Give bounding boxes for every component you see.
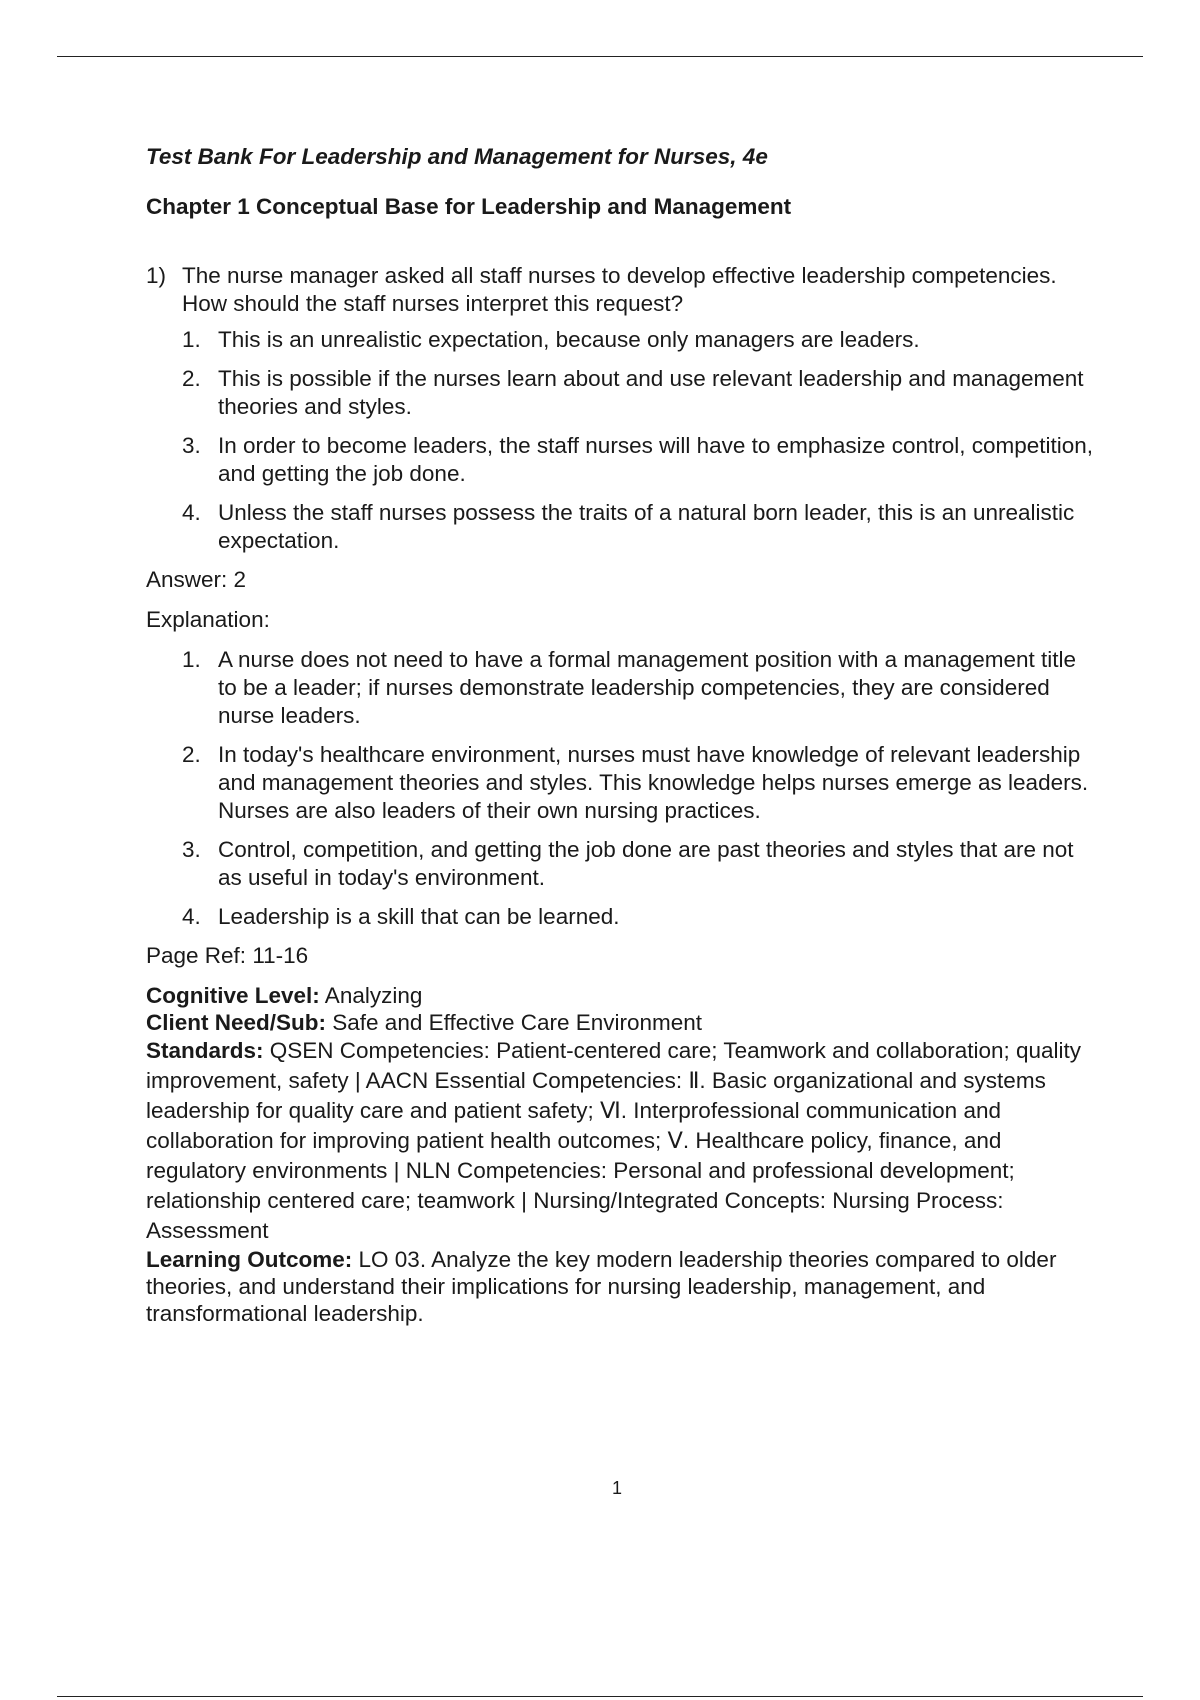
bottom-rule (57, 1696, 1143, 1697)
client-need-value: Safe and Effective Care Environment (326, 1010, 703, 1035)
cognitive-level (146, 982, 1096, 1009)
option-text: In order to become leaders, the staff nurses will have to emphasize control, competition, and getting the job done. (218, 433, 1094, 486)
metadata-block (146, 982, 1096, 1327)
page-ref: Page Ref: 11-16 (146, 943, 309, 968)
option-text: This is possible if the nurses learn about and use relevant leadership and management theories and styles. (218, 366, 1084, 419)
learning-outcome-value: LO 03. Analyze the key modern leadership theories compared to older theories, and understand their implications for nursing leadership, management, and transformational leadership. (146, 1247, 1057, 1326)
document-body (146, 143, 1096, 1327)
option-number: 4. (182, 500, 201, 525)
page-number: 1 (611, 1478, 622, 1498)
question-number: 1) (146, 263, 167, 288)
explanation-text: Leadership is a skill that can be learned. (218, 904, 620, 929)
option-number: 1. (182, 327, 201, 352)
learning-outcome-label: Learning Outcome: (146, 1247, 353, 1272)
standards-value: QSEN Competencies: Patient-centered care; Teamwork and collaboration; quality improvement, safety | AACN Essential Competencies: Ⅱ. Basic organizational and systems leadership for quality care and patient safety; Ⅵ. Interprofessional communication and collaboration for improving patient health outcomes; Ⅴ. Healthcare policy, finance, and regulatory environments | NLN Competencies: Personal and professional development; relationship centered care; teamwork | Nursing/Integrated Concepts: Nursing Process: Assessment (146, 1038, 1082, 1243)
explanation-number: 4. (182, 904, 201, 929)
option-item (182, 432, 1096, 488)
explanation-item (182, 836, 1096, 892)
explanation-item (182, 903, 1096, 931)
explanation-label: Explanation: (146, 607, 270, 632)
cognitive-level-value: Analyzing (319, 983, 423, 1008)
client-need (146, 1009, 1096, 1036)
explanation-text: A nurse does not need to have a formal management position with a management title to be a leader; if nurses demonstrate leadership competencies, they are considered nurse leaders. (218, 647, 1077, 728)
answer: Answer: 2 (146, 567, 247, 592)
top-rule (57, 56, 1143, 57)
explanation-item (182, 741, 1096, 825)
option-number: 2. (182, 366, 201, 391)
option-item (182, 365, 1096, 421)
client-need-label: Client Need/Sub: (146, 1010, 327, 1035)
question (146, 262, 1096, 318)
standards-label: Standards: (146, 1038, 264, 1063)
option-item (182, 499, 1096, 555)
chapter-heading: Chapter 1 Conceptual Base for Leadership and Management (146, 194, 792, 219)
option-text: Unless the staff nurses possess the traits of a natural born leader, this is an unrealistic expectation. (218, 500, 1075, 553)
cognitive-level-label: Cognitive Level: (146, 983, 320, 1008)
explanation-item (182, 646, 1096, 730)
explanation-text: In today's healthcare environment, nurses must have knowledge of relevant leadership and management theories and styles. This knowledge helps nurses emerge as leaders. Nurses are also leaders of their own nursing practices. (218, 742, 1089, 823)
explanation-number: 2. (182, 742, 201, 767)
learning-outcome (146, 1246, 1096, 1327)
option-item (182, 326, 1096, 354)
standards (146, 1036, 1096, 1246)
explanation-number: 3. (182, 837, 201, 862)
explanation-number: 1. (182, 647, 201, 672)
explanation-text: Control, competition, and getting the job done are past theories and styles that are not as useful in today's environment. (218, 837, 1074, 890)
document-title: Test Bank For Leadership and Management for Nurses, 4e (146, 144, 768, 169)
option-text: This is an unrealistic expectation, because only managers are leaders. (218, 327, 920, 352)
question-text: The nurse manager asked all staff nurses to develop effective leadership competencies. How should the staff nurses interpret this request? (182, 263, 1057, 316)
answer-options (182, 326, 1096, 555)
explanation-list (182, 646, 1096, 931)
option-number: 3. (182, 433, 201, 458)
